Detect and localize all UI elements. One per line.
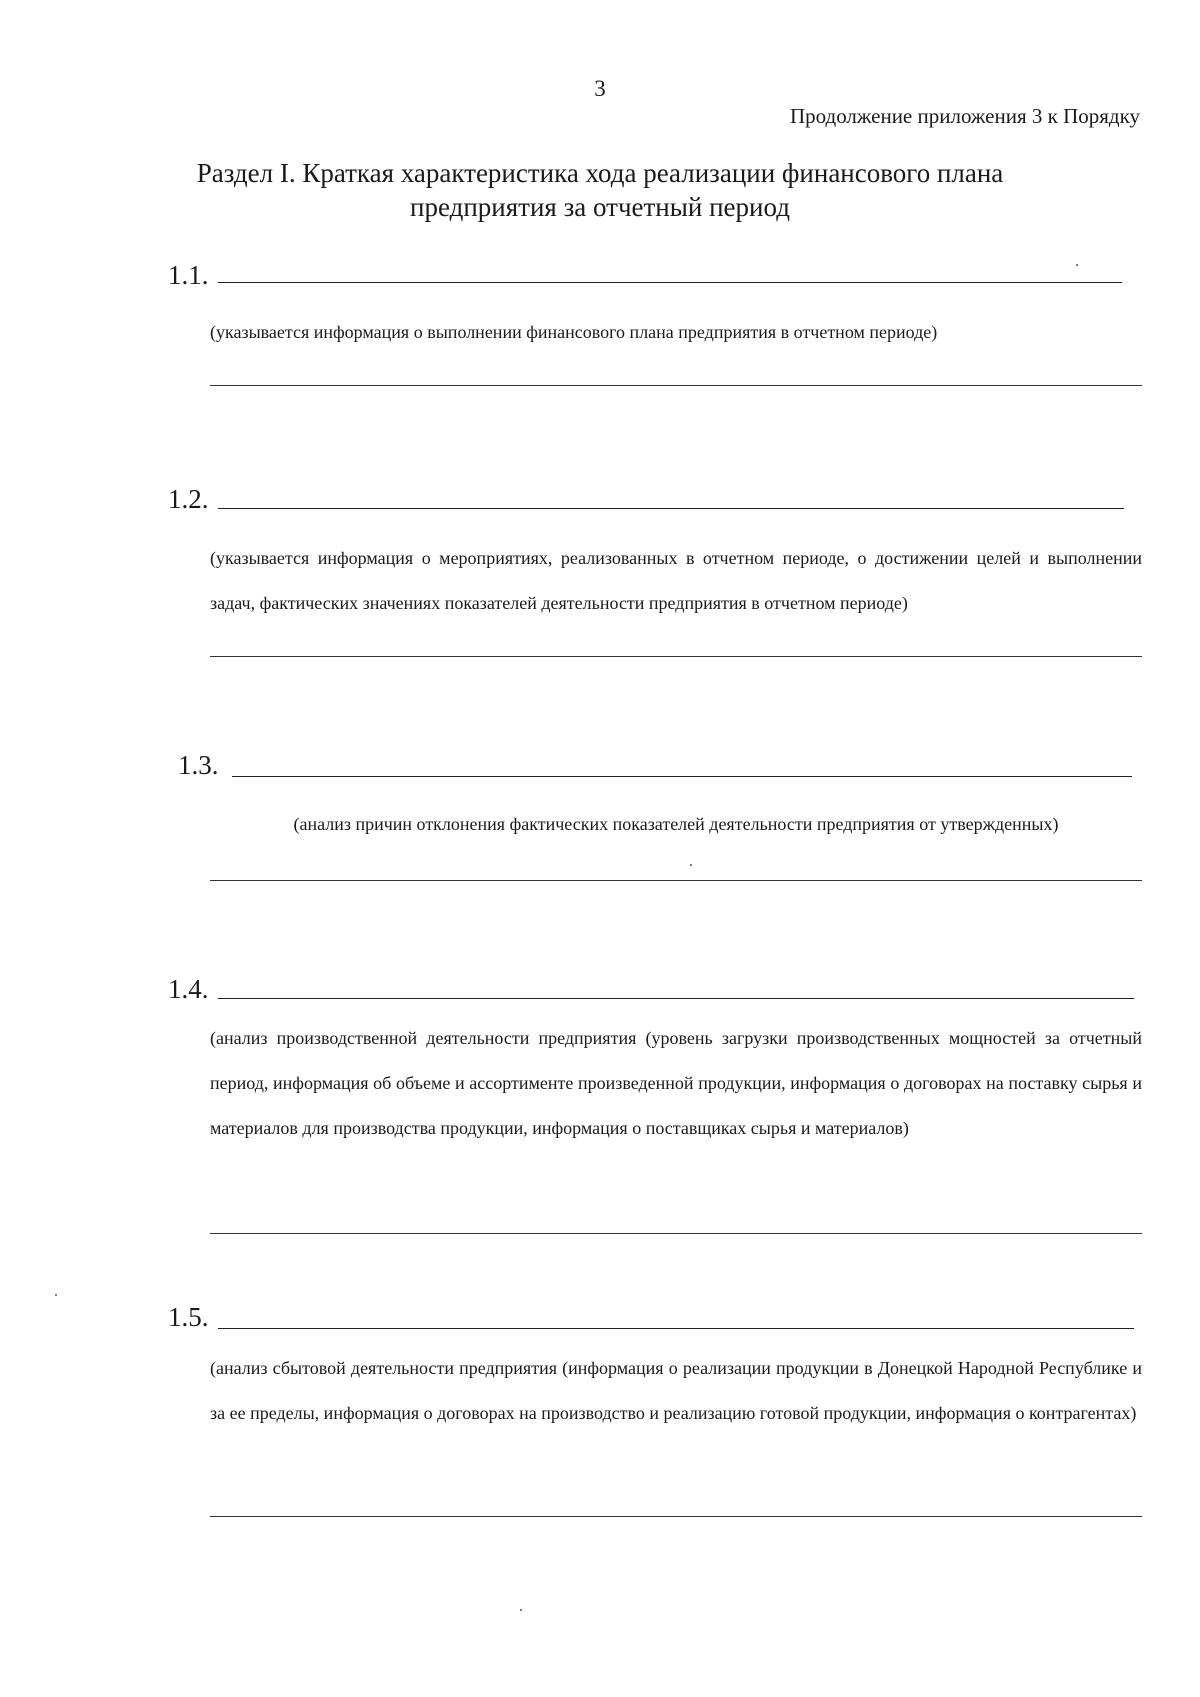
scan-speck — [690, 864, 692, 866]
item-hint: (анализ производственной деятельности предприятия (уровень загрузки производственных мощностей за отчетный период, информация об объеме и ассортименте произведенной продукции, информация о договорах на поставку сырья и материалов для производства продукции, информация о поставщиках сырья и материалов) — [210, 1028, 1142, 1138]
scan-speck — [520, 1609, 522, 1611]
item-number: 1.1. — [168, 260, 209, 290]
item-hint: (указывается информация о выполнении финансового плана предприятия в отчетном периоде) — [210, 322, 938, 342]
section-title — [150, 156, 1050, 224]
answer-line[interactable] — [210, 385, 1142, 386]
section-title-line-2: предприятия за отчетный период — [410, 192, 790, 222]
item-hint: (анализ сбытовой деятельности предприятия (информация о реализации продукции в Донецкой Народной Республике и за ее пределы, информация о договорах на производство и реализацию готовой продукции, информация о контрагентах) — [210, 1358, 1142, 1423]
item-fill-line[interactable] — [218, 282, 1122, 283]
scan-speck — [1076, 264, 1078, 266]
item-fill-line[interactable] — [232, 776, 1132, 777]
item-number: 1.3. — [178, 750, 219, 780]
item-hint: (указывается информация о мероприятиях, реализованных в отчетном периоде, о достижении целей и выполнении задач, фактических значениях показателей деятельности предприятия в отчетном периоде) — [210, 548, 1142, 613]
item-number: 1.5. — [168, 1302, 209, 1332]
page-number: 3 — [594, 76, 606, 101]
section-title-line-1: Раздел I. Краткая характеристика хода реализации финансового плана — [196, 158, 1004, 188]
item-number: 1.4. — [168, 974, 209, 1004]
scan-speck — [55, 1294, 57, 1296]
item-number: 1.2. — [168, 484, 209, 514]
answer-line[interactable] — [210, 880, 1142, 881]
item-fill-line[interactable] — [218, 1328, 1134, 1329]
answer-line[interactable] — [210, 1233, 1142, 1234]
answer-line[interactable] — [210, 656, 1142, 657]
item-fill-line[interactable] — [218, 508, 1124, 509]
appendix-note: Продолжение приложения 3 к Порядку — [789, 104, 1140, 128]
answer-line[interactable] — [210, 1516, 1142, 1517]
item-fill-line[interactable] — [218, 998, 1134, 999]
item-hint: (анализ причин отклонения фактических показателей деятельности предприятия от утвержденных) — [293, 814, 1059, 834]
